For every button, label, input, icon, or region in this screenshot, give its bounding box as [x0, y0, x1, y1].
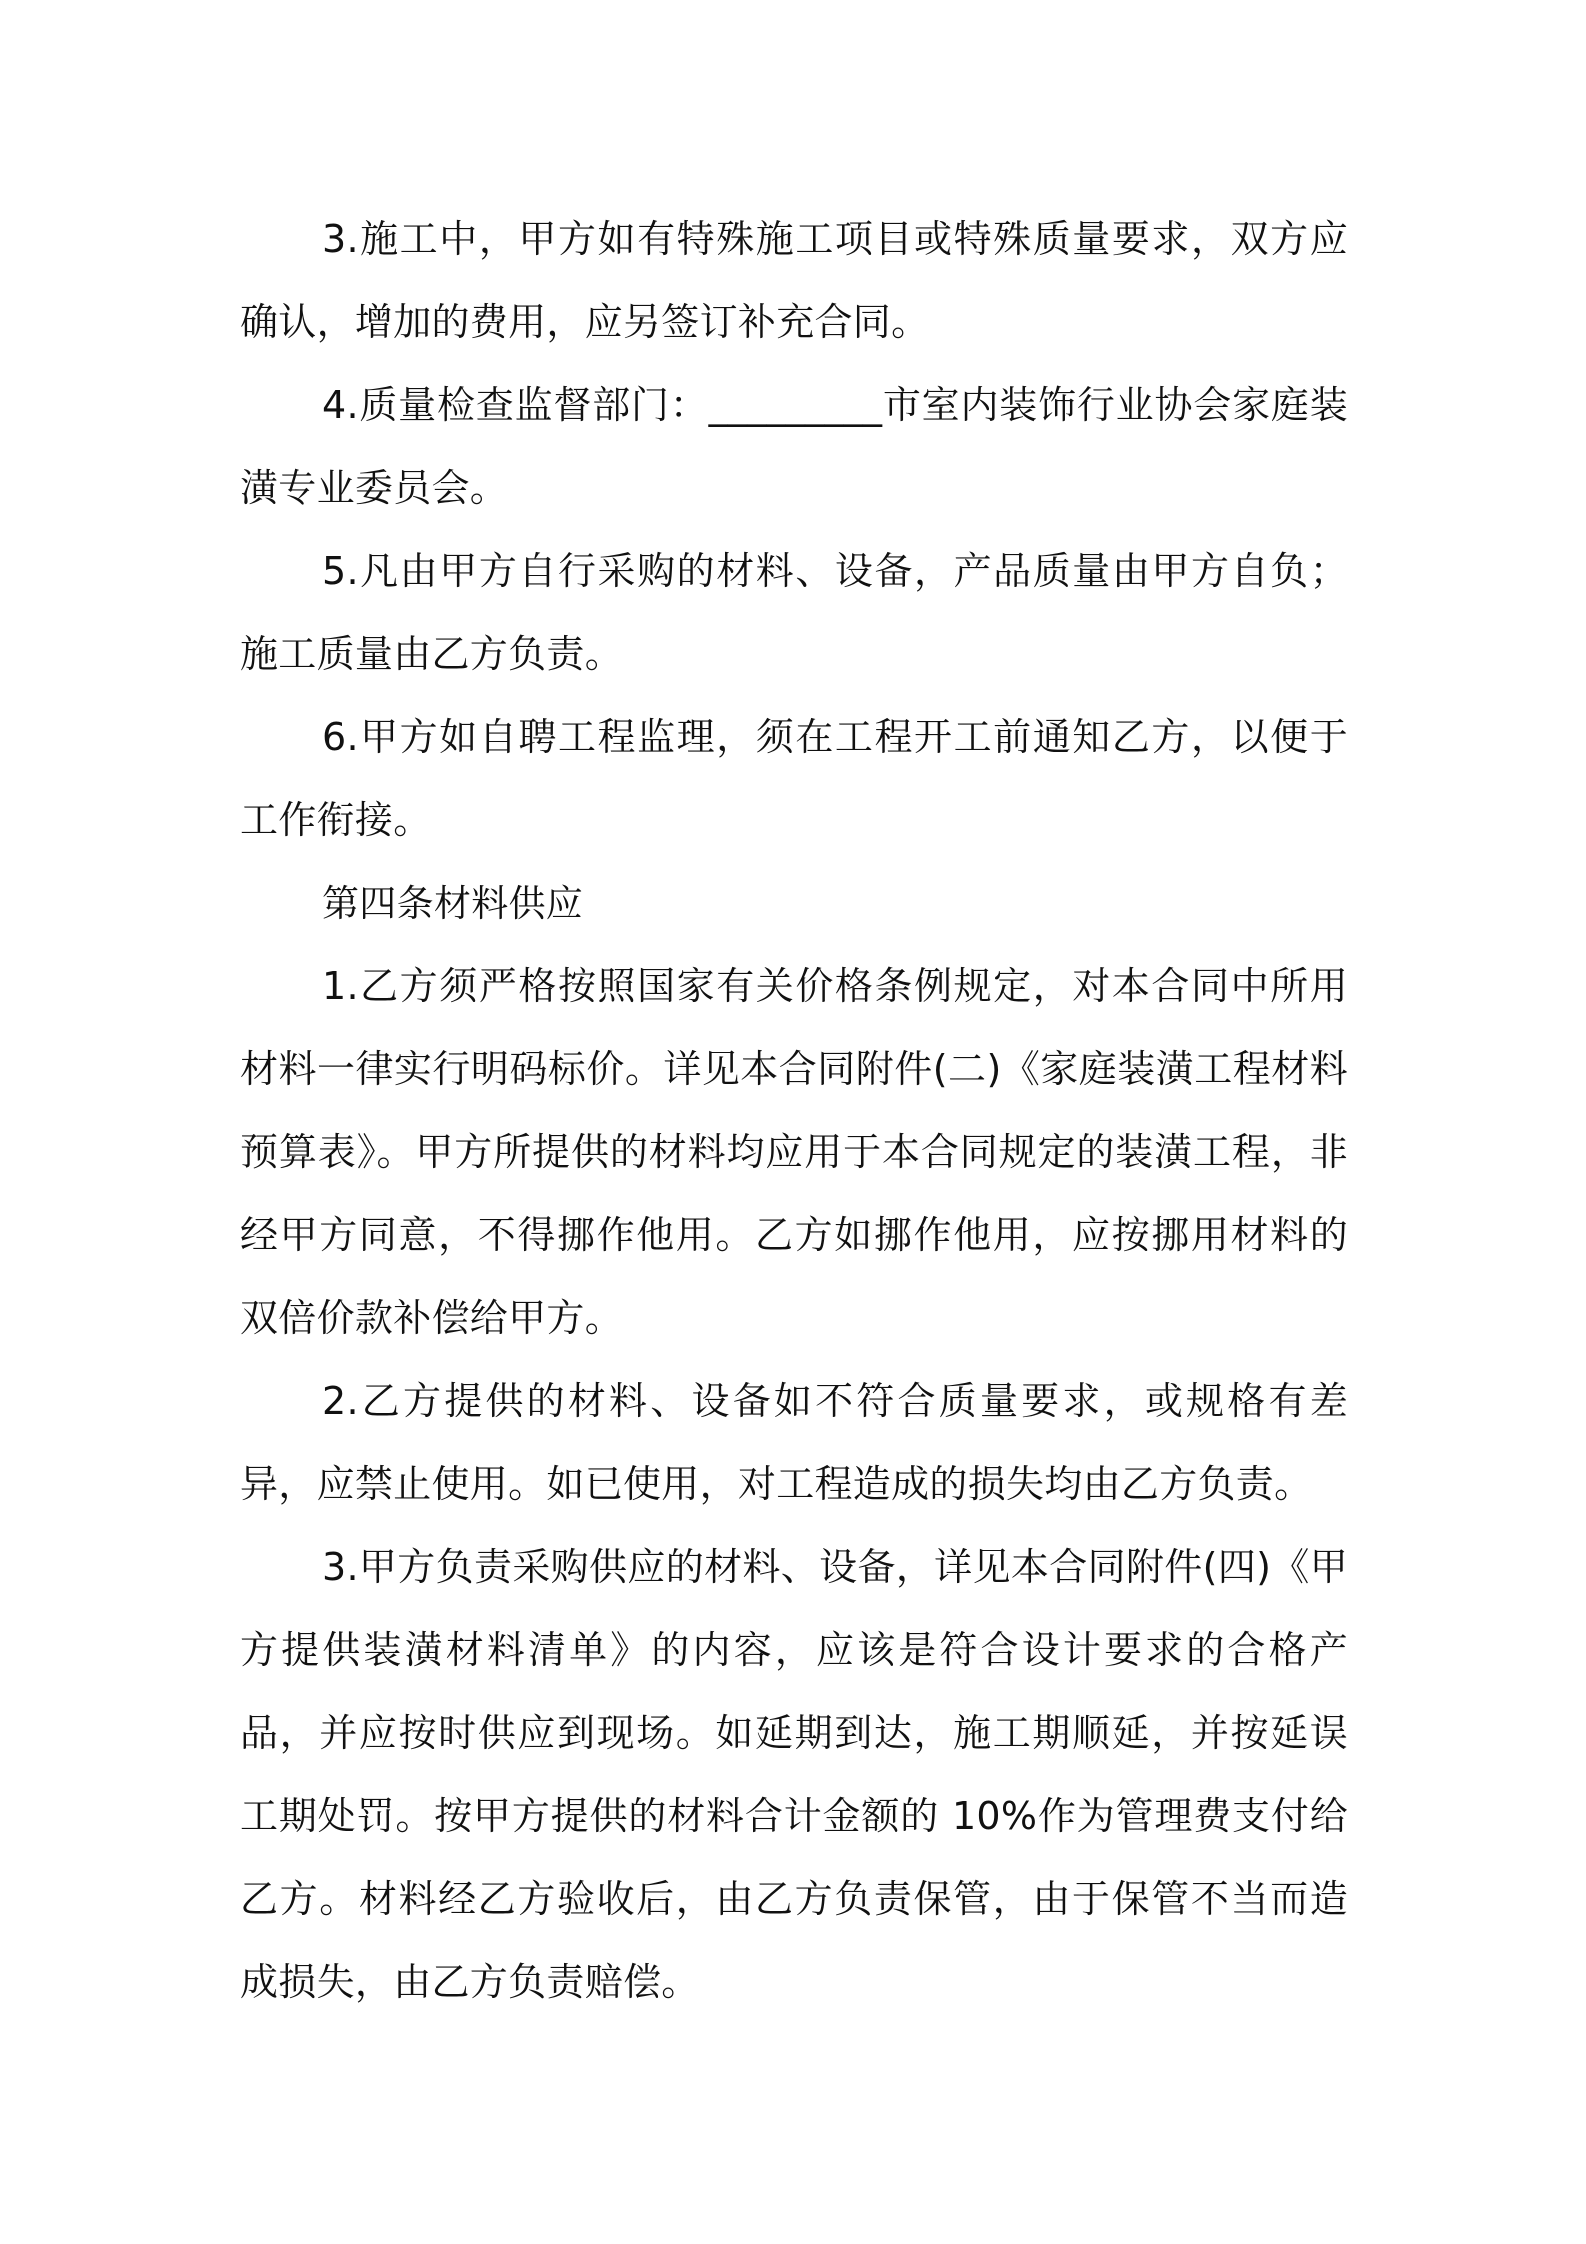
- section-paragraph-3-party-a-supplies: 3.甲方负责采购供应的材料、设备，详见本合同附件(四)《甲方提供装潢材料清单》的内容，应该是符合设计要求的合格产品，并应按时供应到现场。如延期到达，施工期顺延，并按延误工期处罚。按甲方提供的材料合计金额的 10%作为管理费支付给乙方。材料经乙方验收后，由乙方负责保管，由于保管不当而造成损失，由乙方负责赔偿。: [240, 1545, 1348, 2004]
- section-paragraph-2-nonconforming-materials: 2.乙方提供的材料、设备如不符合质量要求，或规格有差异，应禁止使用。如已使用，对工程造成的损失均由乙方负责。: [240, 1379, 1348, 1506]
- paragraph-5-self-purchased-materials: 5.凡由甲方自行采购的材料、设备，产品质量由甲方自负；施工质量由乙方负责。: [240, 549, 1348, 676]
- document-body: [240, 198, 1348, 2024]
- paragraph-4-quality-supervision: 4.质量检查监督部门：_________市室内装饰行业协会家庭装潢专业委员会。: [240, 383, 1348, 510]
- section-paragraph-1-pricing: 1.乙方须严格按照国家有关价格条例规定，对本合同中所用材料一律实行明码标价。详见本合同附件(二)《家庭装潢工程材料预算表》。甲方所提供的材料均应用于本合同规定的装潢工程，非经甲方同意，不得挪作他用。乙方如挪作他用，应按挪用材料的双倍价款补偿给甲方。: [240, 964, 1348, 1340]
- paragraph-6-project-supervisor: 6.甲方如自聘工程监理，须在工程开工前通知乙方，以便于工作衔接。: [240, 715, 1348, 842]
- section-heading-material-supply: 第四条材料供应: [322, 882, 584, 925]
- paragraph-3-special-requirements: 3.施工中，甲方如有特殊施工项目或特殊质量要求，双方应确认，增加的费用，应另签订补充合同。: [240, 217, 1348, 344]
